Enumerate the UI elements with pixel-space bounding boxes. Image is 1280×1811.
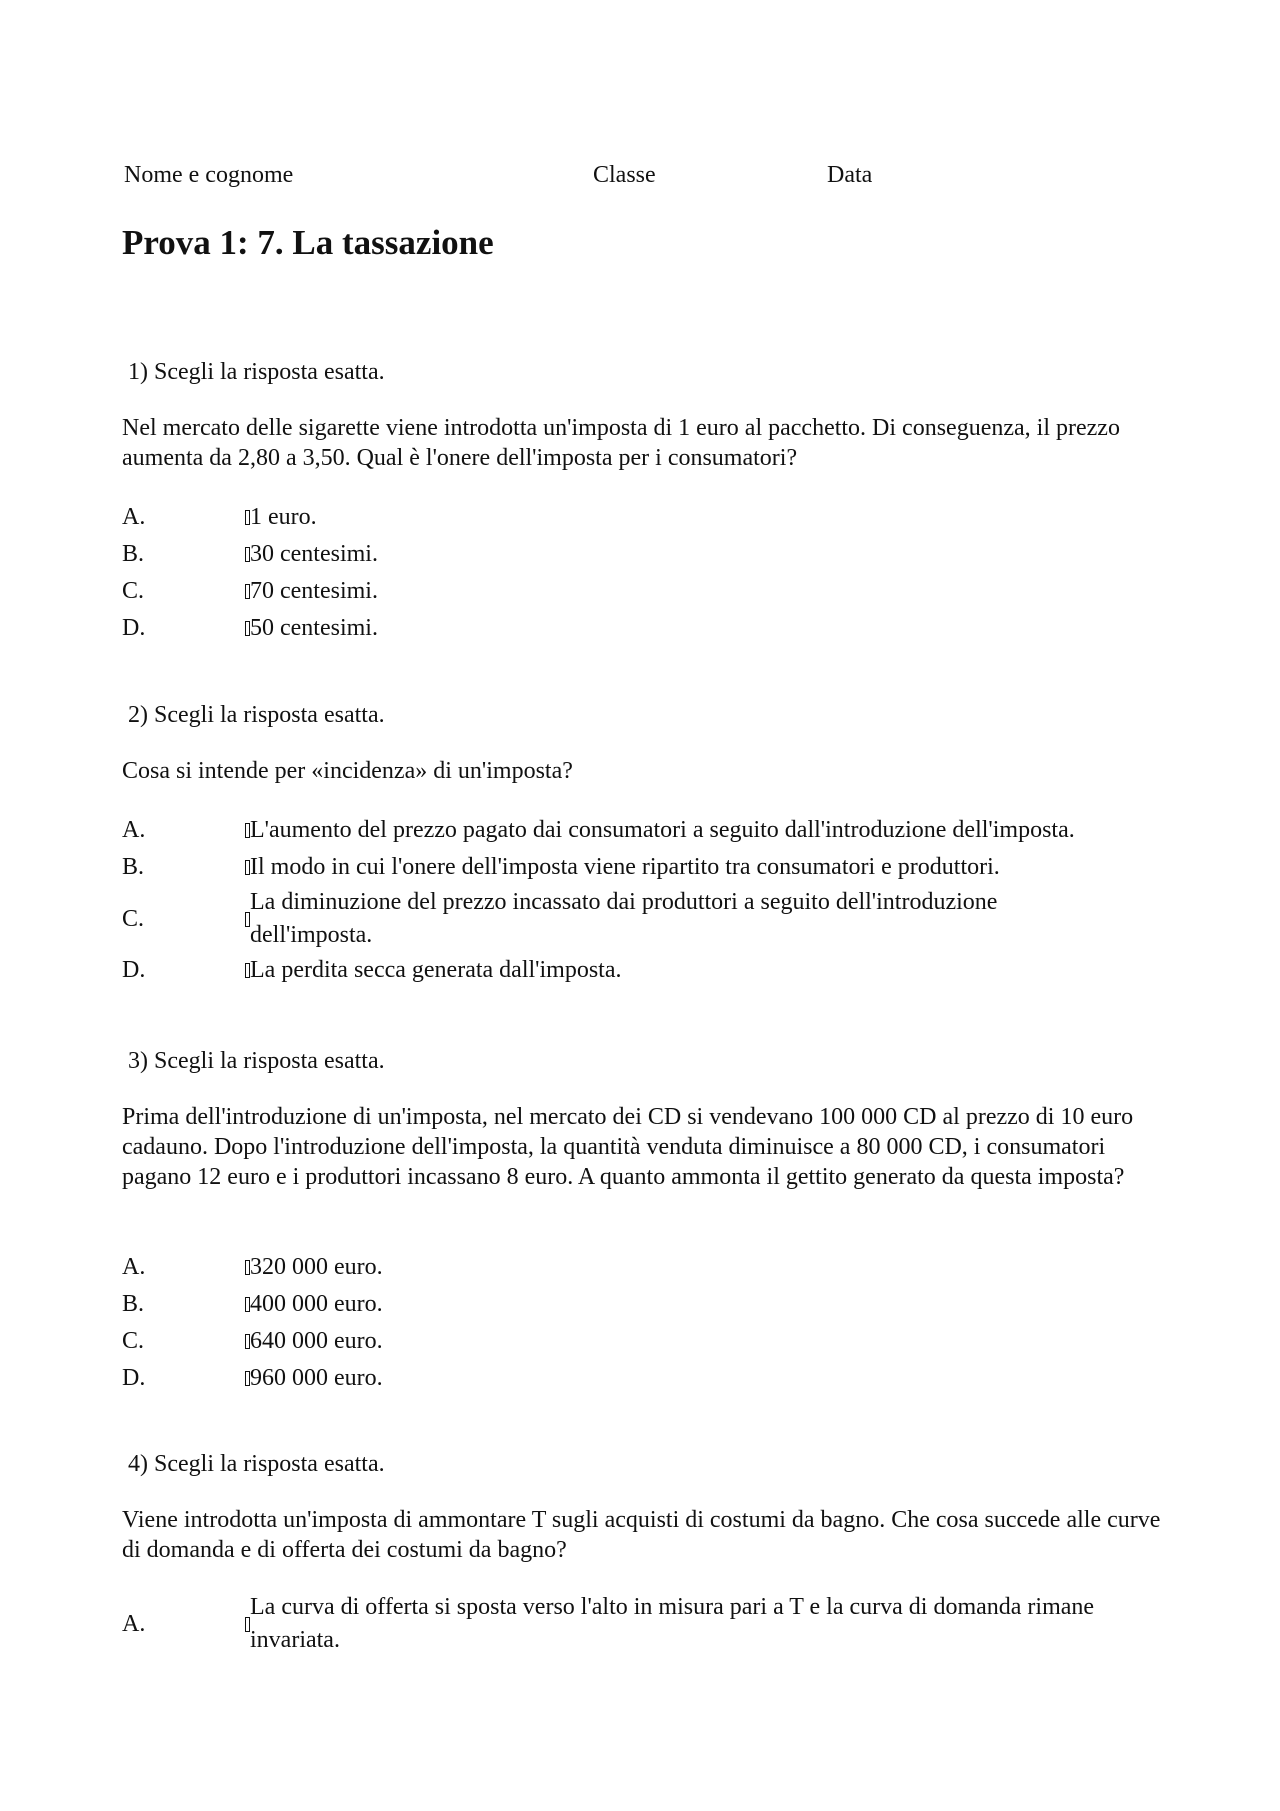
option-letter: C.	[122, 905, 145, 932]
checkbox[interactable]	[180, 823, 250, 838]
checkbox[interactable]	[180, 621, 250, 636]
option-list	[122, 1249, 1182, 1397]
option-text: La curva di offerta si sposta verso l'alto in misura pari a T e la curva di domanda rimane invariata.	[250, 1594, 1095, 1653]
option-letter: B.	[122, 854, 145, 880]
question-instruction: 1) Scegli la risposta esatta.	[128, 359, 385, 385]
option-text: 960 000 euro.	[250, 1365, 383, 1391]
option-text: La diminuzione del prezzo incassato dai produttori a seguito dell'introduzione dell'imposta.	[250, 889, 998, 948]
option-letter: A.	[122, 817, 146, 843]
option-d	[122, 610, 1182, 647]
question-text: Prima dell'introduzione di un'imposta, nel mercato dei CD si vendevano 100 000 CD al prezzo di 10 euro cadauno. Dopo l'introduzione dell'imposta, la quantità venduta diminuisce a 80 000 CD, i consumatori pagano 12 euro e i produttori incassano 8 euro. A quanto ammonta il gettito generato da questa imposta?	[122, 1104, 1134, 1190]
option-text: 50 centesimi.	[250, 615, 378, 641]
option-letter: A.	[122, 504, 146, 530]
option-c	[122, 573, 1182, 610]
option-b	[122, 536, 1182, 573]
checkbox[interactable]	[180, 510, 250, 525]
option-letter: D.	[122, 957, 146, 983]
question-instruction: 2) Scegli la risposta esatta.	[128, 702, 385, 728]
option-text: 70 centesimi.	[250, 578, 378, 604]
option-letter: A.	[122, 1610, 146, 1637]
checkbox[interactable]	[180, 1297, 250, 1312]
question-instruction: 4) Scegli la risposta esatta.	[128, 1451, 385, 1477]
page-title: Prova 1: 7. La tassazione	[122, 223, 494, 262]
option-letter: B.	[122, 1291, 145, 1317]
option-letter: A.	[122, 1254, 146, 1280]
date-label: Data	[827, 162, 873, 188]
option-d	[122, 1360, 1182, 1397]
name-label: Nome e cognome	[124, 162, 294, 188]
option-a	[122, 1249, 1182, 1286]
option-list	[122, 812, 1182, 989]
option-text: 400 000 euro.	[250, 1291, 383, 1317]
option-text: L'aumento del prezzo pagato dai consumatori a seguito dall'introduzione dell'imposta.	[250, 817, 1075, 843]
option-list	[122, 499, 1182, 647]
option-letter: D.	[122, 615, 146, 641]
checkbox[interactable]	[180, 547, 250, 562]
checkbox[interactable]	[180, 912, 250, 927]
checkbox[interactable]	[180, 1617, 250, 1632]
option-text: 320 000 euro.	[250, 1254, 383, 1280]
checkbox[interactable]	[180, 1371, 250, 1386]
option-text: 30 centesimi.	[250, 541, 378, 567]
option-a	[122, 812, 1182, 849]
option-list	[122, 1591, 1182, 1657]
checkbox[interactable]	[180, 963, 250, 978]
option-c	[122, 886, 1122, 952]
question-text: Viene introdotta un'imposta di ammontare T sugli acquisti di costumi da bagno. Che cosa succede alle curve di domanda e di offerta dei costumi da bagno?	[122, 1507, 1161, 1563]
option-text: 1 euro.	[250, 504, 317, 530]
class-label: Classe	[593, 162, 656, 188]
checkbox[interactable]	[180, 1334, 250, 1349]
checkbox[interactable]	[180, 1260, 250, 1275]
question-text: Nel mercato delle sigarette viene introdotta un'imposta di 1 euro al pacchetto. Di conseguenza, il prezzo aumenta da 2,80 a 3,50. Qual è l'onere dell'imposta per i consumatori?	[122, 415, 1120, 471]
option-letter: C.	[122, 1328, 145, 1354]
option-text: La perdita secca generata dall'imposta.	[250, 957, 622, 983]
option-letter: B.	[122, 541, 145, 567]
option-text: Il modo in cui l'onere dell'imposta viene ripartito tra consumatori e produttori.	[250, 854, 1000, 880]
question-text: Cosa si intende per «incidenza» di un'imposta?	[122, 758, 573, 784]
checkbox[interactable]	[180, 584, 250, 599]
option-b	[122, 1286, 1182, 1323]
option-letter: D.	[122, 1365, 146, 1391]
question-instruction: 3) Scegli la risposta esatta.	[128, 1048, 385, 1074]
checkbox[interactable]	[180, 860, 250, 875]
option-a	[122, 499, 1182, 536]
option-b	[122, 849, 1182, 886]
option-text: 640 000 euro.	[250, 1328, 383, 1354]
option-a	[122, 1591, 1102, 1657]
option-letter: C.	[122, 578, 145, 604]
option-d	[122, 952, 1182, 989]
option-c	[122, 1323, 1182, 1360]
